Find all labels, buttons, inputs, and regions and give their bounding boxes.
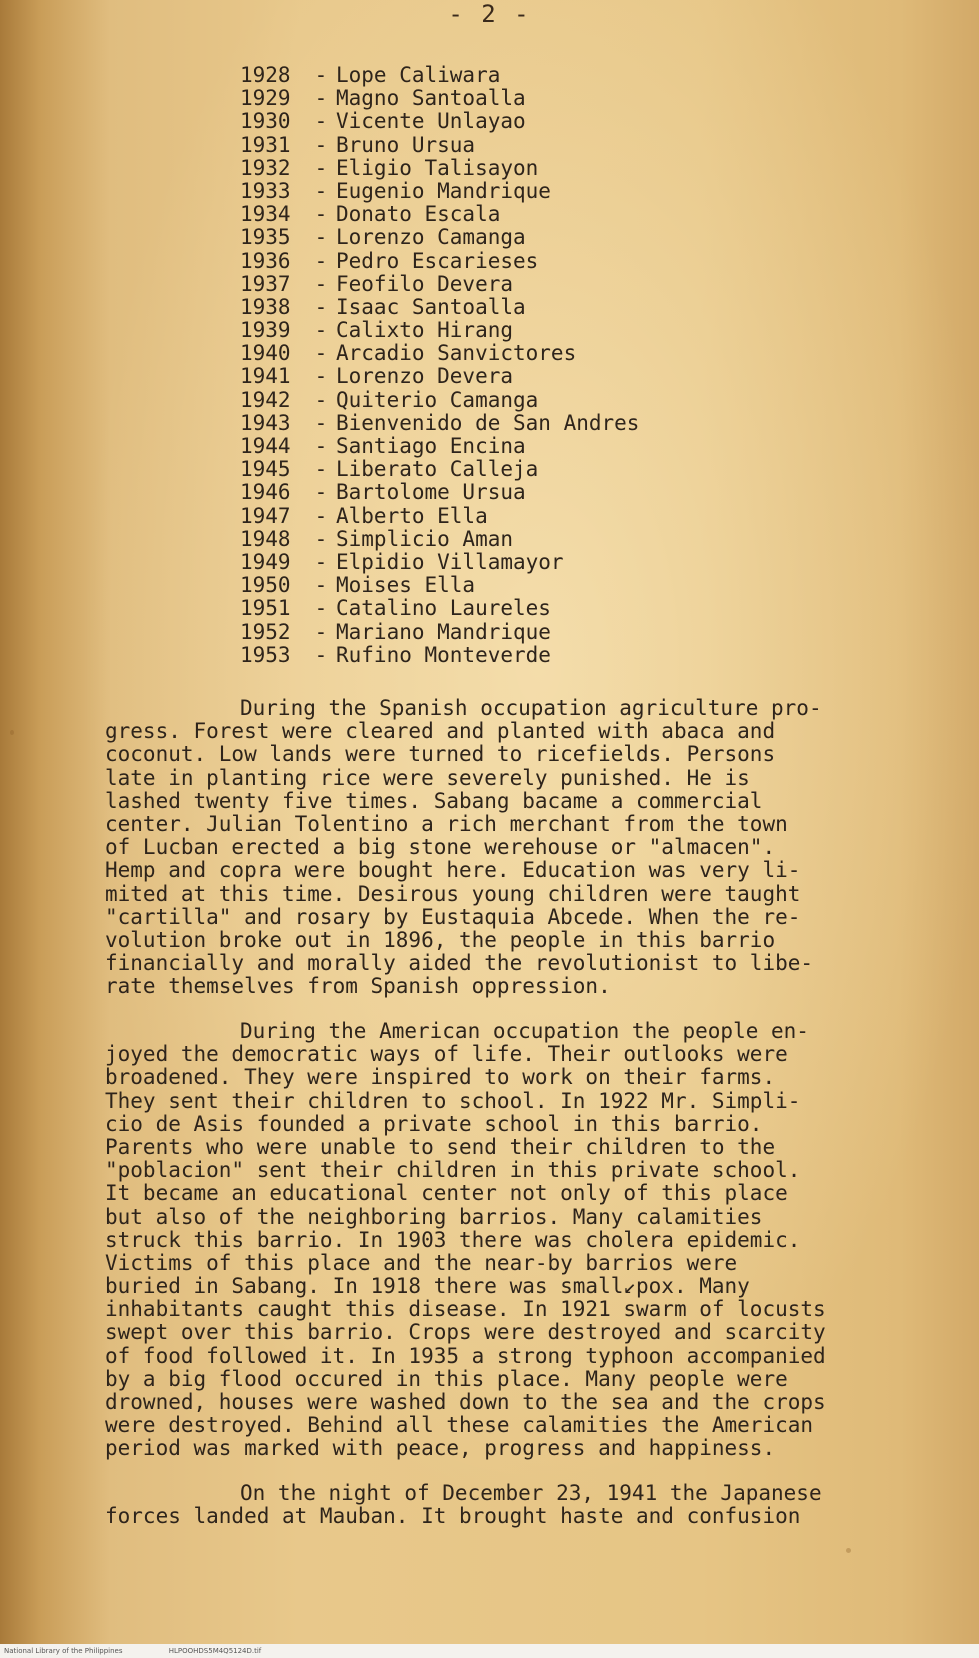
official-year: 1931 [240, 132, 291, 157]
official-separator: - [314, 549, 328, 574]
official-row [240, 180, 639, 203]
official-name: Donato Escala [336, 202, 501, 227]
text-line: volution broke out in 1896, the people in this barrio [105, 927, 776, 952]
official-separator: - [314, 526, 328, 551]
text-line: of Lucban erected a big stone werehouse or "almacen". [105, 835, 776, 860]
official-separator: - [314, 387, 328, 412]
text-line: center. Julian Tolentino a rich merchant from the town [105, 811, 788, 836]
official-separator: - [314, 480, 328, 505]
official-row [240, 458, 639, 481]
official-year: 1938 [240, 294, 291, 319]
text-line: were destroyed. Behind all these calamities the American [105, 1413, 814, 1438]
official-separator: - [314, 573, 328, 598]
official-row [240, 644, 639, 667]
text-line: On the night of December 23, 1941 the Japanese [240, 1481, 822, 1505]
official-year: 1942 [240, 387, 291, 412]
official-name: Bienvenido de San Andres [336, 410, 640, 435]
official-separator: - [314, 642, 328, 667]
official-separator: - [314, 364, 328, 389]
official-separator: - [314, 596, 328, 621]
text-line: period was marked with peace, progress and happiness. [105, 1436, 776, 1461]
official-year: 1945 [240, 457, 291, 482]
text-line: They sent their children to school. In 1922 Mr. Simpli- [105, 1088, 801, 1113]
official-separator: - [314, 457, 328, 482]
paragraph-spanish-occupation [105, 697, 885, 998]
text-line: financially and morally aided the revolutionist to libe- [105, 951, 814, 976]
official-separator: - [314, 63, 328, 87]
official-name: Bruno Ursua [336, 132, 476, 157]
official-row [240, 505, 639, 528]
official-year: 1933 [240, 178, 291, 203]
official-name: Alberto Ella [336, 503, 488, 528]
official-separator: - [314, 410, 328, 435]
official-row [240, 412, 639, 435]
official-separator: - [314, 434, 328, 458]
official-name: Pedro Escarieses [336, 248, 539, 273]
official-separator: - [314, 202, 328, 227]
official-separator: - [314, 619, 328, 644]
official-row [240, 273, 639, 296]
official-year: 1949 [240, 549, 291, 574]
text-line: but also of the neighboring barrios. Many calamities [105, 1204, 763, 1229]
official-name: Moises Ella [336, 573, 476, 598]
official-year: 1947 [240, 503, 291, 528]
text-line: During the American occupation the people en- [240, 1019, 809, 1043]
official-year: 1951 [240, 596, 291, 621]
text-line: of food followed it. In 1935 a strong typhoon accompanied [105, 1343, 826, 1368]
official-separator: - [314, 132, 328, 157]
official-name: Mariano Mandrique [336, 619, 551, 644]
official-name: Isaac Santoalla [336, 294, 526, 319]
official-year: 1932 [240, 155, 291, 180]
paper-stain [846, 1548, 851, 1553]
text-line: It became an educational center not only of this place [105, 1181, 788, 1206]
official-year: 1952 [240, 619, 291, 644]
official-row [240, 134, 639, 157]
official-name: Calixto Hirang [336, 318, 514, 343]
official-name: Catalino Laureles [336, 596, 551, 621]
paragraph-japanese-occupation [105, 1482, 885, 1528]
official-separator: - [314, 503, 328, 528]
text-line: rate themselves from Spanish oppression. [105, 974, 611, 999]
text-line: "cartilla" and rosary by Eustaquia Abcede. When the re- [105, 904, 801, 929]
official-row [240, 203, 639, 226]
official-year: 1930 [240, 109, 291, 134]
footer-source: National Library of the Philippines [4, 1647, 123, 1655]
official-row [240, 226, 639, 249]
official-row [240, 528, 639, 551]
official-row [240, 597, 639, 620]
official-year: 1946 [240, 480, 291, 505]
text-line: struck this barrio. In 1903 there was cholera epidemic. [105, 1227, 801, 1252]
official-year: 1948 [240, 526, 291, 551]
text-line: Parents who were unable to send their children to the [105, 1134, 776, 1159]
official-year: 1934 [240, 202, 291, 227]
text-line: Hemp and copra were bought here. Education was very li- [105, 858, 801, 883]
text-line: Victims of this place and the near-by barrios were [105, 1250, 738, 1275]
official-name: Magno Santoalla [336, 86, 526, 111]
official-row [240, 574, 639, 597]
official-name: Eligio Talisayon [336, 155, 539, 180]
official-row [240, 110, 639, 133]
text-line: drowned, houses were washed down to the sea and the crops [105, 1390, 826, 1414]
text-line: by a big flood occured in this place. Many people were [105, 1366, 788, 1391]
official-row [240, 296, 639, 319]
officials-list [240, 64, 639, 667]
official-name: Lorenzo Devera [336, 364, 514, 389]
official-name: Simplicio Aman [336, 526, 514, 551]
official-year: 1950 [240, 573, 291, 598]
official-row [240, 87, 639, 110]
text-line: inhabitants caught this disease. In 1921 swarm of locusts [105, 1297, 826, 1322]
paper-stain [10, 730, 14, 735]
official-separator: - [314, 225, 328, 250]
text-line: lashed twenty five times. Sabang bacame a commercial [105, 788, 763, 813]
official-year: 1940 [240, 341, 291, 366]
official-name: Rufino Monteverde [336, 642, 551, 667]
text-line: forces landed at Mauban. It brought haste and confusion [105, 1504, 801, 1529]
text-line: coconut. Low lands were turned to ricefields. Persons [105, 742, 776, 767]
official-year: 1928 [240, 63, 291, 87]
official-name: Lope Caliwara [336, 63, 501, 87]
official-year: 1936 [240, 248, 291, 273]
official-row [240, 319, 639, 342]
official-year: 1929 [240, 86, 291, 111]
official-year: 1939 [240, 318, 291, 343]
official-name: Lorenzo Camanga [336, 225, 526, 250]
text-line: cio de Asis founded a private school in this barrio. [105, 1111, 763, 1136]
official-name: Santiago Encina [336, 434, 526, 458]
text-line: "poblacion" sent their children in this private school. [105, 1158, 801, 1183]
footer-file: HLPOOHDS5M4Q5124D.tif [168, 1647, 262, 1655]
official-separator: - [314, 248, 328, 273]
text-line: swept over this barrio. Crops were destroyed and scarcity [105, 1320, 826, 1345]
official-name: Bartolome Ursua [336, 480, 526, 505]
official-name: Eugenio Mandrique [336, 178, 551, 203]
official-year: 1944 [240, 434, 291, 458]
official-separator: - [314, 341, 328, 366]
official-separator: - [314, 86, 328, 111]
official-row [240, 481, 639, 504]
official-year: 1941 [240, 364, 291, 389]
official-separator: - [314, 271, 328, 296]
scan-footer [0, 1644, 979, 1658]
official-separator: - [314, 294, 328, 319]
text-line: joyed the democratic ways of life. Their outlooks were [105, 1042, 788, 1067]
official-row [240, 157, 639, 180]
official-row [240, 250, 639, 273]
official-name: Vicente Unlayao [336, 109, 526, 134]
official-year: 1935 [240, 225, 291, 250]
text-line: buried in Sabang. In 1918 there was small↙pox. Many [105, 1274, 750, 1299]
official-row [240, 64, 639, 87]
official-separator: - [314, 318, 328, 343]
page-number: - 2 - [448, 0, 531, 28]
text-line: mited at this time. Desirous young children were taught [105, 881, 801, 906]
official-name: Quiterio Camanga [336, 387, 539, 412]
official-separator: - [314, 109, 328, 134]
official-row [240, 551, 639, 574]
official-name: Arcadio Sanvictores [336, 341, 577, 366]
official-name: Elpidio Villamayor [336, 549, 564, 574]
text-line: broadened. They were inspired to work on their farms. [105, 1065, 776, 1090]
official-separator: - [314, 155, 328, 180]
official-separator: - [314, 178, 328, 203]
official-name: Feofilo Devera [336, 271, 514, 296]
official-row [240, 365, 639, 388]
official-name: Liberato Calleja [336, 457, 539, 482]
paragraph-american-occupation [105, 1020, 885, 1461]
official-row [240, 621, 639, 644]
text-line: late in planting rice were severely punished. He is [105, 765, 750, 790]
official-row [240, 342, 639, 365]
official-row [240, 389, 639, 412]
text-line: During the Spanish occupation agriculture pro- [240, 696, 822, 720]
official-year: 1937 [240, 271, 291, 296]
official-year: 1953 [240, 642, 291, 667]
official-row [240, 435, 639, 458]
official-year: 1943 [240, 410, 291, 435]
text-line: gress. Forest were cleared and planted with abaca and [105, 719, 776, 744]
